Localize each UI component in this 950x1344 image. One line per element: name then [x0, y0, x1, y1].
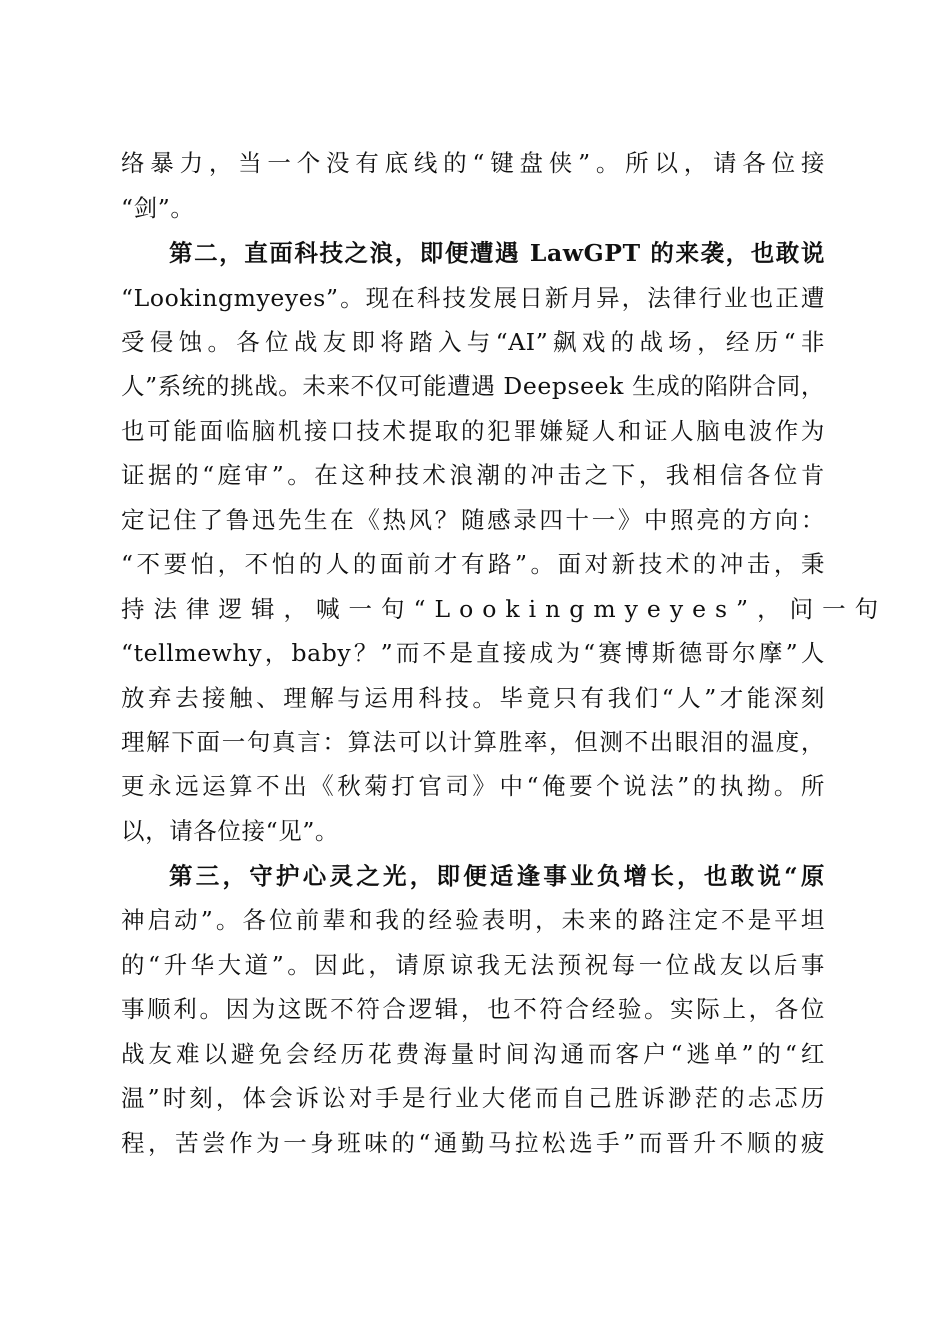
text-line: 理解下面一句真言：算法可以计算胜率，但测不出眼泪的温度，	[121, 728, 825, 756]
text-line: 的“升华大道”。因此，请原谅我无法预祝每一位战友以后事	[121, 951, 825, 979]
text-line: “剑”。	[121, 194, 195, 222]
heading-line: 第二，直面科技之浪，即便遭遇 LawGPT 的来袭，也敢说	[169, 239, 825, 267]
text-line: 定记住了鲁迅先生在《热风？随感录四十一》中照亮的方向：	[121, 506, 825, 534]
text-line: 也可能面临脑机接口技术提取的犯罪嫌疑人和证人脑电波作为	[121, 417, 825, 445]
text-line: 络暴力，当一个没有底线的“键盘侠”。所以，请各位接	[121, 149, 825, 177]
text-line: 受侵蚀。各位战友即将踏入与“AI”飙戏的战场，经历“非	[121, 328, 825, 356]
text-line: 战友难以避免会经历花费海量时间沟通而客户“逃单”的“红	[121, 1040, 825, 1068]
text-line: “不要怕，不怕的人的面前才有路”。面对新技术的冲击，秉	[121, 550, 825, 578]
text-line: 证据的“庭审”。在这种技术浪潮的冲击之下，我相信各位肯	[121, 461, 825, 489]
text-line: “tellmewhy，baby？”而不是直接成为“赛博斯德哥尔摩”人	[121, 639, 825, 667]
text-line: 以，请各位接“见”。	[121, 817, 340, 845]
heading-line: 第三，守护心灵之光，即便适逢事业负增长，也敢说“原	[169, 862, 825, 890]
text-line: 人”系统的挑战。未来不仅可能遭遇 Deepseek 生成的陷阱合同，	[121, 372, 825, 400]
text-line: 放弃去接触、理解与运用科技。毕竟只有我们“人”才能深刻	[121, 684, 825, 712]
text-line: 持法律逻辑，喊一句“Lookingmyeyes”，问一句	[121, 595, 888, 623]
text-line: 神启动”。各位前辈和我的经验表明，未来的路注定不是平坦	[121, 906, 825, 934]
text-line: 事顺利。因为这既不符合逻辑，也不符合经验。实际上，各位	[121, 995, 825, 1023]
text-line: 温”时刻，体会诉讼对手是行业大佬而自己胜诉渺茫的忐忑历	[121, 1084, 825, 1112]
text-line: 更永远运算不出《秋菊打官司》中“俺要个说法”的执拗。所	[121, 772, 825, 800]
text-line: “Lookingmyeyes”。现在科技发展日新月异，法律行业也正遭	[121, 284, 825, 312]
text-line: 程，苦尝作为一身班味的“通勤马拉松选手”而晋升不顺的疲	[121, 1129, 825, 1157]
